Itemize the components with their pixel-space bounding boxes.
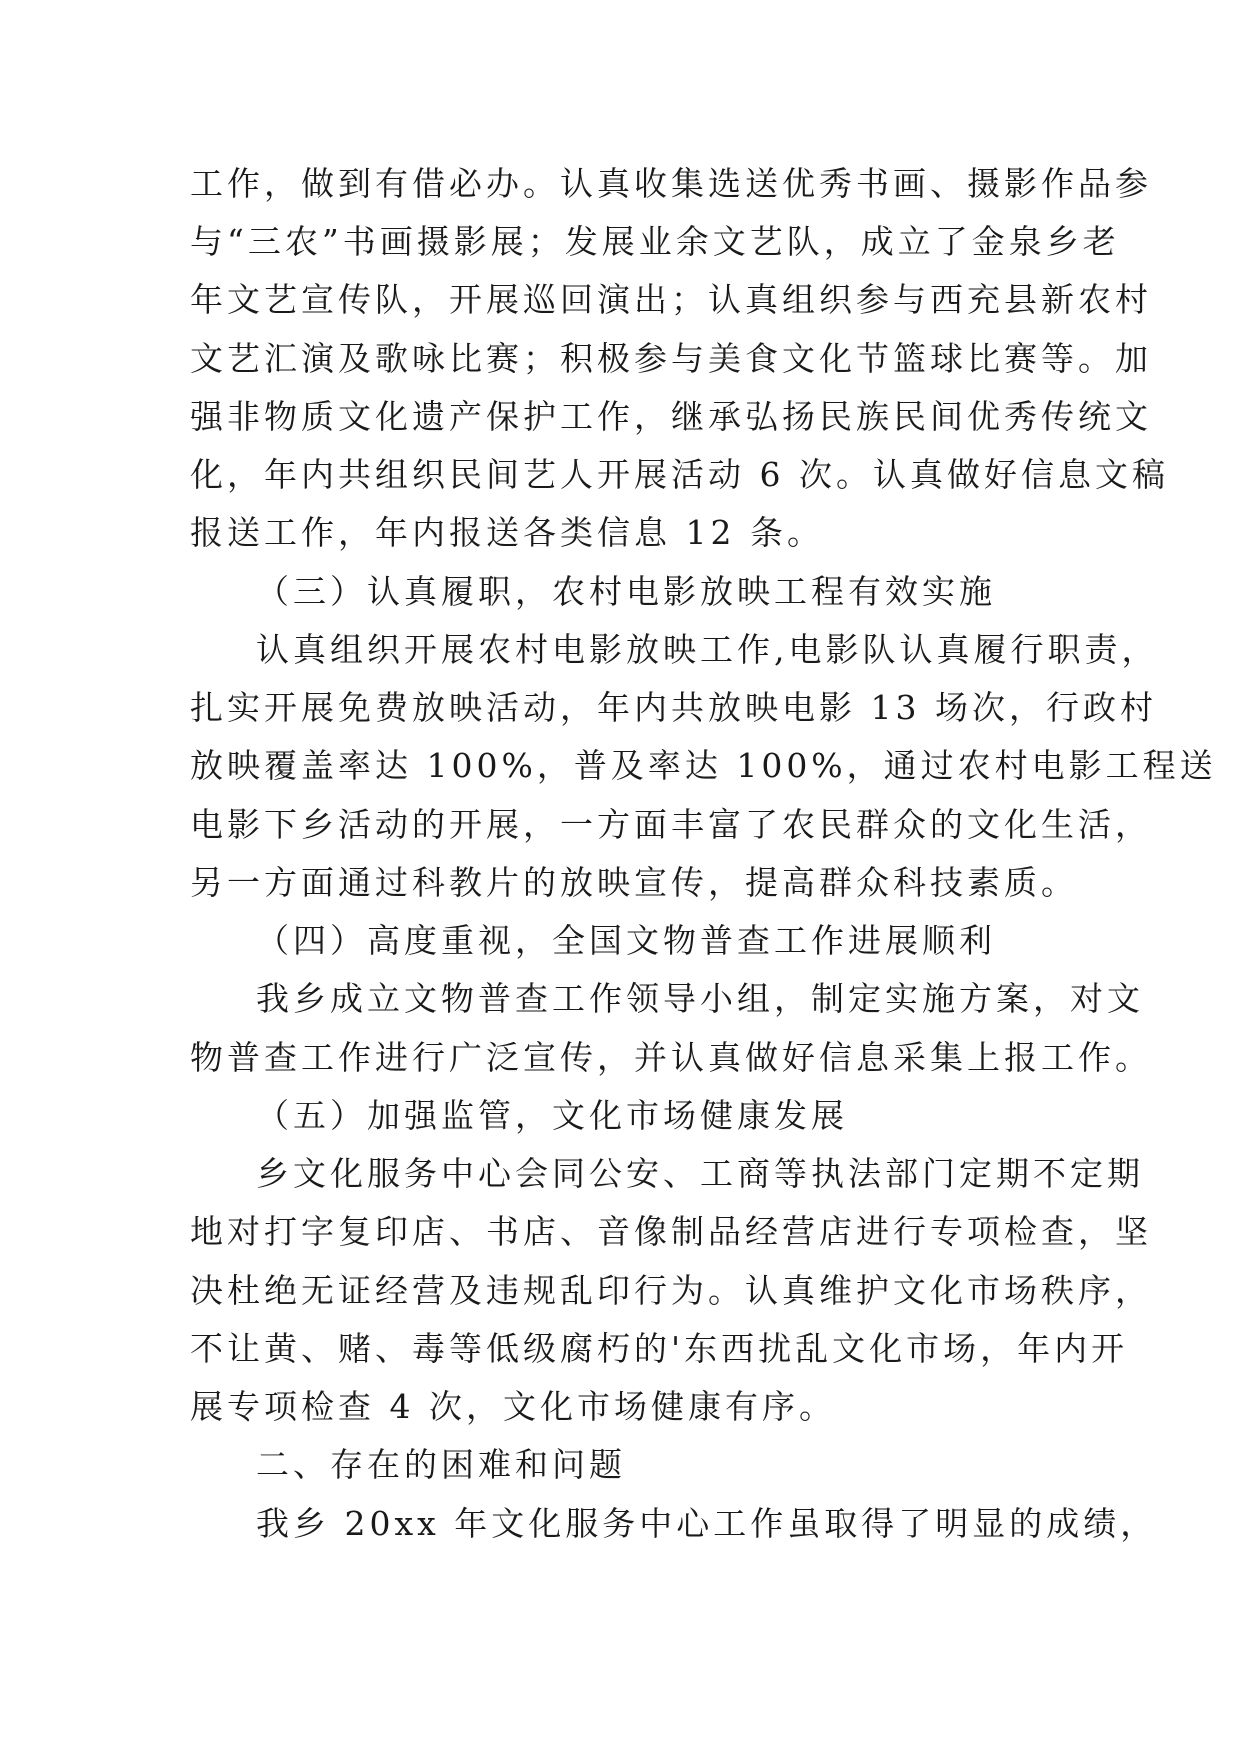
paragraph-line: 与“三农”书画摄影展；发展业余文艺队，成立了金泉乡老 (190, 222, 1120, 261)
paragraph-line: 报送工作，年内报送各类信息 12 条。 (190, 513, 824, 552)
section-heading-3: （三）认真履职，农村电影放映工程有效实施 (256, 572, 996, 611)
section-heading-4: （四）高度重视，全国文物普查工作进展顺利 (256, 921, 996, 960)
paragraph-line: 乡文化服务中心会同公安、工商等执法部门定期不定期 (256, 1154, 1144, 1193)
paragraph-line: 我乡成立文物普查工作领导小组，制定实施方案，对文 (256, 979, 1144, 1018)
paragraph-line: 放映覆盖率达 100%，普及率达 100%，通过农村电影工程送 (190, 746, 1217, 785)
paragraph-line: 强非物质文化遗产保护工作，继承弘扬民族民间优秀传统文 (190, 397, 1152, 436)
paragraph-line: 决杜绝无证经营及违规乱印行为。认真维护文化市场秩序， (190, 1271, 1152, 1310)
paragraph-line: 工作，做到有借必办。认真收集选送优秀书画、摄影作品参 (190, 164, 1152, 203)
section-heading-2: 二、存在的困难和问题 (256, 1445, 626, 1484)
paragraph-line: 物普查工作进行广泛宣传，并认真做好信息采集上报工作。 (190, 1038, 1152, 1077)
paragraph-line: 电影下乡活动的开展，一方面丰富了农民群众的文化生活， (190, 805, 1152, 844)
paragraph-line: 化，年内共组织民间艺人开展活动 6 次。认真做好信息文稿 (190, 455, 1169, 494)
paragraph-line: 不让黄、赌、毒等低级腐朽的'东西扰乱文化市场，年内开 (190, 1329, 1129, 1368)
paragraph-line: 地对打字复印店、书店、音像制品经营店进行专项检查，坚 (190, 1212, 1152, 1251)
section-heading-5: （五）加强监管，文化市场健康发展 (256, 1096, 848, 1135)
paragraph-line: 认真组织开展农村电影放映工作,电影队认真履行职责， (256, 630, 1159, 669)
paragraph-line: 文艺汇演及歌咏比赛；积极参与美食文化节篮球比赛等。加 (190, 339, 1152, 378)
paragraph-line: 年文艺宣传队，开展巡回演出；认真组织参与西充县新农村 (190, 280, 1152, 319)
paragraph-line: 扎实开展免费放映活动，年内共放映电影 13 场次，行政村 (190, 688, 1157, 727)
paragraph-line: 我乡 20xx 年文化服务中心工作虽取得了明显的成绩， (256, 1504, 1158, 1543)
paragraph-line: 另一方面通过科教片的放映宣传，提高群众科技素质。 (190, 863, 1078, 902)
paragraph-line: 展专项检查 4 次，文化市场健康有序。 (190, 1387, 836, 1426)
